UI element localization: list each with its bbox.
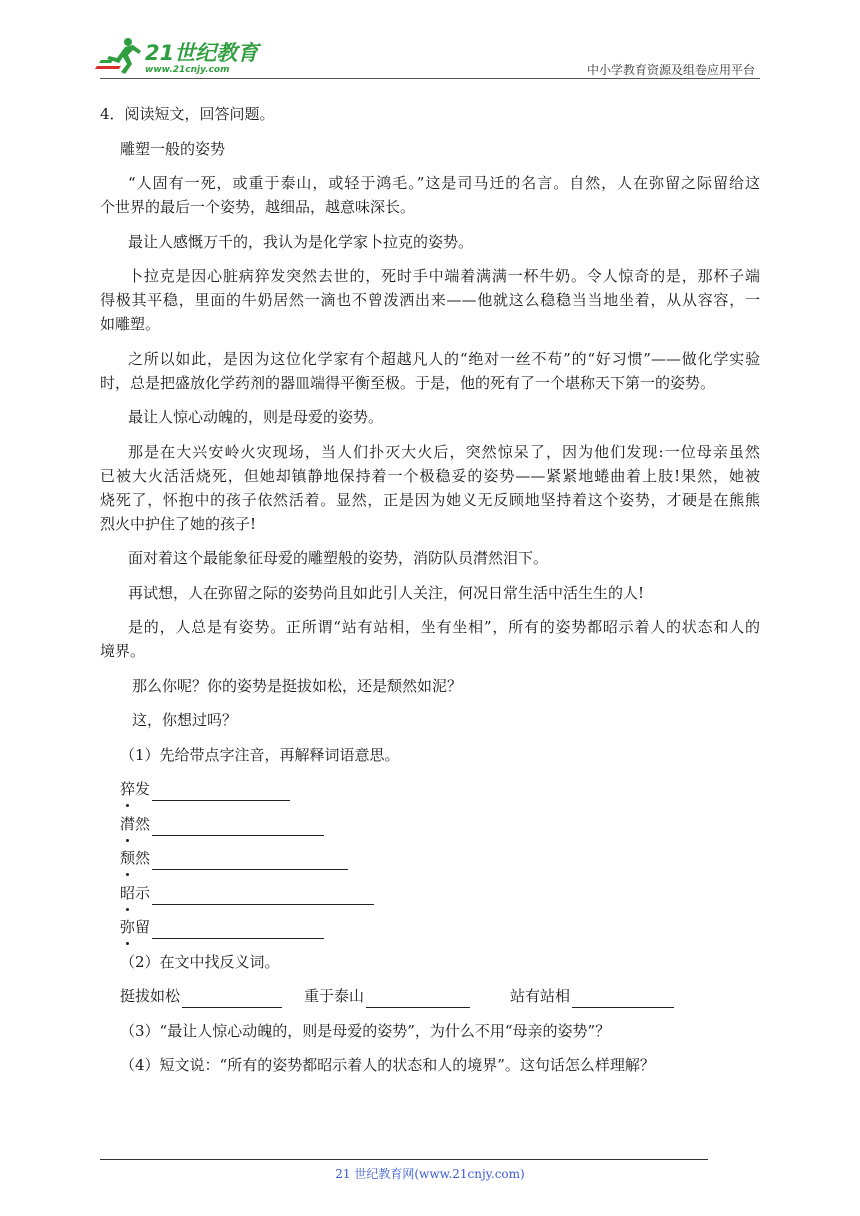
paragraph-line: 面对着这个最能象征母爱的雕塑般的姿势，消防队员潸然泪下。 [128,549,549,567]
paragraph-line: 烈火中护住了她的孩子! [100,514,257,533]
paragraph-line: 这，你想过吗？ [132,711,238,729]
dotted-char: 弥 [120,915,135,939]
paragraph-line: 个世界的最后一个姿势，越细品，越意味深长。 [100,198,416,216]
paragraph-line: 最让人惊心动魄的，则是母爱的姿势。 [128,408,384,426]
question-heading: 4．阅读短文，回答问题。 [100,105,275,123]
paragraph-line: 得极其平稳，里面的牛奶居然一滴也不曾泼洒出来——他就这么稳稳当当地坐着，从从容容，一 [100,291,760,309]
paragraph-line: 再试想，人在弥留之际的姿势尚且如此引人关注，何况日常生活中活生生的人! [128,583,645,602]
pinyin-item: 潸 然 [100,812,760,836]
dotted-char: 潸 [120,812,135,836]
site-logo[interactable] [95,36,265,76]
emphasis-dot-icon [126,908,129,911]
answer-blank[interactable] [152,851,348,870]
paragraph-line: 卜拉克是因心脏病猝发突然去世的，死时手中端着满满一杯牛奶。令人惊奇的是，那杯子端 [128,267,760,285]
page-header [0,0,860,80]
answer-blank[interactable] [572,989,674,1008]
emphasis-dot-icon [126,804,129,807]
pinyin-item: 猝 发 [100,777,760,801]
dotted-char: 昭 [120,881,135,905]
answer-blank[interactable] [152,817,324,836]
answer-blank[interactable] [152,782,290,801]
subquestion-3: （3）“最让人惊心动魄的，则是母爱的姿势”，为什么不用“母亲的姿势”？ [120,1021,611,1040]
emphasis-dot-icon [126,873,129,876]
runner-logo-icon [95,36,265,76]
antonym-item: 重于泰山 [304,984,470,1008]
answer-blank[interactable] [152,920,324,939]
article-title: 雕塑一般的姿势 [120,139,226,158]
platform-tagline: 中小学教育资源及组卷应用平台 [586,63,755,77]
dotted-char: 猝 [120,777,135,801]
emphasis-dot-icon [126,839,129,842]
subquestion-4: （4）短文说：“所有的姿势都昭示着人的状态和人的境界”。这句话怎么样理解？ [120,1056,655,1074]
answer-blank[interactable] [152,886,374,905]
answer-blank[interactable] [366,989,470,1008]
pinyin-item: 昭 示 [100,881,760,905]
question-body [100,102,760,1077]
paragraph-line: “人固有一死，或重于泰山，或轻于鸿毛。”这是司马迁的名言。自然，人在弥留之际留给这 [128,174,760,192]
paragraph-line: 之所以如此，是因为这位化学家有个超越凡人的“绝对一丝不苟”的“好习惯”——做化学实验 [128,349,760,368]
antonym-item: 挺拔如松 [120,984,282,1008]
antonym-item: 站有站相 [510,984,674,1008]
pinyin-item: 颓 然 [100,846,760,870]
paragraph-line: 是的，人总是有姿势。正所谓“站有站相，坐有坐相”，所有的姿势都昭示着人的状态和人的 [128,618,760,636]
pinyin-item: 弥 留 [100,915,760,939]
svg-text:21世纪教育: 21世纪教育 [145,41,259,65]
paragraph-line: 烧死了，怀抱中的孩子依然活着。显然，正是因为她义无反顾地坚持着这个姿势，才硬是在熊熊 [100,490,760,509]
header-divider [100,78,760,79]
paragraph-line: 如雕塑。 [100,315,161,333]
paragraph-line: 已被大火活活烧死，但她却镇静地保持着一个极稳妥的姿势——紧紧地蜷曲着上肢!果然，她被 [100,466,760,485]
answer-blank[interactable] [182,989,282,1008]
subquestion-2-prompt: （2）在文中找反义词。 [120,952,280,971]
dotted-char: 颓 [120,846,135,870]
paragraph-line: 那么你呢？你的姿势是挺拔如松，还是颓然如泥？ [132,676,463,695]
subquestion-1-prompt: （1）先给带点字注音，再解释词语意思。 [120,745,400,764]
antonym-row [100,984,760,1008]
emphasis-dot-icon [126,942,129,945]
paragraph-line: 时，总是把盛放化学药剂的器皿端得平衡至极。于是，他的死有了一个堪称天下第一的姿势。 [100,373,716,392]
paragraph-line: 那是在大兴安岭火灾现场，当人们扑灭大火后，突然惊呆了，因为他们发现:一位母亲虽然 [128,442,760,461]
footer-divider [100,1159,708,1160]
footer-source[interactable]: 21 世纪教育网(www.21cnjy.com) [335,1167,525,1181]
svg-text:www.21cnjy.com: www.21cnjy.com [145,65,230,75]
paragraph-line: 境界。 [100,642,146,660]
paragraph-line: 最让人感慨万千的，我认为是化学家卜拉克的姿势。 [128,232,474,251]
